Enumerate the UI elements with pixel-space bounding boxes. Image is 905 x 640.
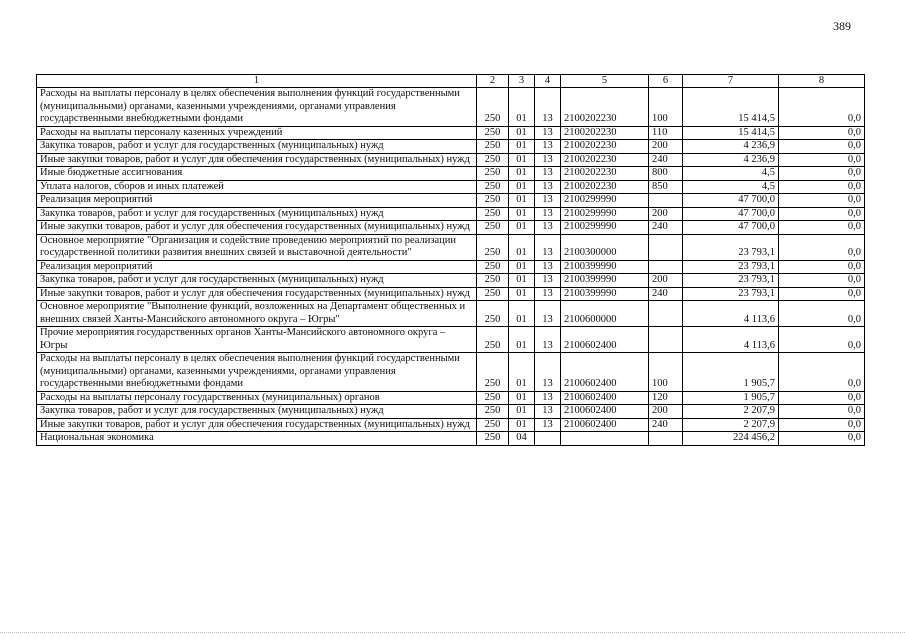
- row-amount-cell: 2 207,9: [683, 418, 779, 432]
- row-admin-code-cell: 250: [477, 353, 509, 392]
- column-header: 1: [37, 75, 477, 88]
- row-admin-code-cell: 250: [477, 405, 509, 419]
- row-amount-cell: 4,5: [683, 180, 779, 194]
- row-name-cell: Закупка товаров, работ и услуг для государственных (муниципальных) нужд: [37, 274, 477, 288]
- table-row: [37, 287, 865, 301]
- row-extra-amount-cell: 0,0: [779, 194, 865, 208]
- row-section-cell: 01: [509, 418, 535, 432]
- row-admin-code-cell: 250: [477, 391, 509, 405]
- row-target-article-cell: 2100299990: [561, 221, 649, 235]
- table-row: [37, 418, 865, 432]
- row-amount-cell: 4 236,9: [683, 153, 779, 167]
- row-expense-type-cell: 240: [649, 153, 683, 167]
- row-extra-amount-cell: 0,0: [779, 391, 865, 405]
- row-name-cell: Прочие мероприятия государственных органов Ханты-Мансийского автономного округа – Югры: [37, 327, 477, 353]
- row-amount-cell: 15 414,5: [683, 126, 779, 140]
- row-extra-amount-cell: 0,0: [779, 140, 865, 154]
- row-subsection-cell: 13: [535, 126, 561, 140]
- row-amount-cell: 4 236,9: [683, 140, 779, 154]
- row-target-article-cell: 2100399990: [561, 260, 649, 274]
- row-expense-type-cell: 200: [649, 207, 683, 221]
- row-target-article-cell: 2100202230: [561, 180, 649, 194]
- row-extra-amount-cell: 0,0: [779, 207, 865, 221]
- table-row: [37, 88, 865, 127]
- row-subsection-cell: 13: [535, 287, 561, 301]
- row-subsection-cell: 13: [535, 221, 561, 235]
- table-row: [37, 432, 865, 446]
- row-section-cell: 01: [509, 287, 535, 301]
- row-target-article-cell: 2100399990: [561, 274, 649, 288]
- row-subsection-cell: 13: [535, 234, 561, 260]
- row-extra-amount-cell: 0,0: [779, 274, 865, 288]
- row-expense-type-cell: 240: [649, 221, 683, 235]
- row-subsection-cell: 13: [535, 327, 561, 353]
- row-target-article-cell: 2100399990: [561, 287, 649, 301]
- row-subsection-cell: [535, 432, 561, 446]
- row-extra-amount-cell: 0,0: [779, 180, 865, 194]
- row-admin-code-cell: 250: [477, 221, 509, 235]
- row-section-cell: 01: [509, 167, 535, 181]
- row-section-cell: 01: [509, 301, 535, 327]
- table-row: [37, 167, 865, 181]
- table-row: [37, 140, 865, 154]
- row-target-article-cell: 2100600000: [561, 301, 649, 327]
- table-row: [37, 234, 865, 260]
- table-row: [37, 126, 865, 140]
- table-row: [37, 194, 865, 208]
- row-admin-code-cell: 250: [477, 327, 509, 353]
- table-row: [37, 327, 865, 353]
- row-section-cell: 01: [509, 260, 535, 274]
- row-name-cell: Расходы на выплаты персоналу государственных (муниципальных) органов: [37, 391, 477, 405]
- row-expense-type-cell: [649, 194, 683, 208]
- row-section-cell: 01: [509, 353, 535, 392]
- row-expense-type-cell: [649, 432, 683, 446]
- row-extra-amount-cell: 0,0: [779, 234, 865, 260]
- row-section-cell: 01: [509, 391, 535, 405]
- column-header: 5: [561, 75, 649, 88]
- table-row: [37, 153, 865, 167]
- row-amount-cell: 1 905,7: [683, 391, 779, 405]
- row-subsection-cell: 13: [535, 88, 561, 127]
- row-expense-type-cell: [649, 260, 683, 274]
- row-target-article-cell: 2100202230: [561, 167, 649, 181]
- row-section-cell: 01: [509, 88, 535, 127]
- table-row: [37, 274, 865, 288]
- row-amount-cell: 47 700,0: [683, 194, 779, 208]
- column-header: 7: [683, 75, 779, 88]
- budget-table: [36, 74, 865, 446]
- row-admin-code-cell: 250: [477, 287, 509, 301]
- row-amount-cell: 4,5: [683, 167, 779, 181]
- row-expense-type-cell: 800: [649, 167, 683, 181]
- row-subsection-cell: 13: [535, 167, 561, 181]
- row-name-cell: Уплата налогов, сборов и иных платежей: [37, 180, 477, 194]
- row-amount-cell: 4 113,6: [683, 301, 779, 327]
- row-name-cell: Иные закупки товаров, работ и услуг для обеспечения государственных (муниципальных) нужд: [37, 221, 477, 235]
- row-section-cell: 01: [509, 207, 535, 221]
- row-subsection-cell: 13: [535, 353, 561, 392]
- row-section-cell: 01: [509, 234, 535, 260]
- row-target-article-cell: 2100202230: [561, 88, 649, 127]
- row-amount-cell: 2 207,9: [683, 405, 779, 419]
- row-subsection-cell: 13: [535, 207, 561, 221]
- row-section-cell: 01: [509, 180, 535, 194]
- row-target-article-cell: 2100300000: [561, 234, 649, 260]
- row-expense-type-cell: 120: [649, 391, 683, 405]
- row-admin-code-cell: 250: [477, 260, 509, 274]
- row-extra-amount-cell: 0,0: [779, 418, 865, 432]
- scan-edge-line: [0, 632, 905, 634]
- row-section-cell: 01: [509, 126, 535, 140]
- row-target-article-cell: 2100602400: [561, 405, 649, 419]
- row-target-article-cell: 2100299990: [561, 207, 649, 221]
- row-target-article-cell: 2100299990: [561, 194, 649, 208]
- row-amount-cell: 23 793,1: [683, 274, 779, 288]
- row-name-cell: Иные закупки товаров, работ и услуг для обеспечения государственных (муниципальных) нужд: [37, 287, 477, 301]
- table-row: [37, 260, 865, 274]
- row-admin-code-cell: 250: [477, 88, 509, 127]
- row-name-cell: Закупка товаров, работ и услуг для государственных (муниципальных) нужд: [37, 140, 477, 154]
- row-section-cell: 01: [509, 274, 535, 288]
- row-admin-code-cell: 250: [477, 167, 509, 181]
- row-name-cell: Национальная экономика: [37, 432, 477, 446]
- row-amount-cell: 224 456,2: [683, 432, 779, 446]
- row-section-cell: 01: [509, 405, 535, 419]
- row-extra-amount-cell: 0,0: [779, 327, 865, 353]
- row-admin-code-cell: 250: [477, 207, 509, 221]
- row-subsection-cell: 13: [535, 153, 561, 167]
- row-admin-code-cell: 250: [477, 432, 509, 446]
- row-expense-type-cell: [649, 301, 683, 327]
- row-section-cell: 01: [509, 153, 535, 167]
- row-target-article-cell: 2100602400: [561, 327, 649, 353]
- row-expense-type-cell: 200: [649, 140, 683, 154]
- table-row: [37, 391, 865, 405]
- row-extra-amount-cell: 0,0: [779, 287, 865, 301]
- row-extra-amount-cell: 0,0: [779, 301, 865, 327]
- row-expense-type-cell: 850: [649, 180, 683, 194]
- table-row: [37, 405, 865, 419]
- table-row: [37, 207, 865, 221]
- row-expense-type-cell: 100: [649, 353, 683, 392]
- row-amount-cell: 23 793,1: [683, 234, 779, 260]
- row-admin-code-cell: 250: [477, 153, 509, 167]
- table-row: [37, 221, 865, 235]
- header-row: [37, 75, 865, 88]
- row-target-article-cell: 2100602400: [561, 418, 649, 432]
- row-subsection-cell: 13: [535, 194, 561, 208]
- column-header: 6: [649, 75, 683, 88]
- row-expense-type-cell: 240: [649, 418, 683, 432]
- row-name-cell: Расходы на выплаты персоналу в целях обеспечения выполнения функций государственными (муниципальными) органами, казенными учреждениями, органами управления государственными внебюджетными фондами: [37, 88, 477, 127]
- row-extra-amount-cell: 0,0: [779, 126, 865, 140]
- row-amount-cell: 23 793,1: [683, 260, 779, 274]
- row-subsection-cell: 13: [535, 140, 561, 154]
- row-expense-type-cell: 200: [649, 274, 683, 288]
- row-expense-type-cell: 110: [649, 126, 683, 140]
- row-subsection-cell: 13: [535, 180, 561, 194]
- row-name-cell: Основное мероприятие "Организация и содействие проведению мероприятий по реализации государственной политики развития внешних связей и выставочной деятельности": [37, 234, 477, 260]
- column-header: 3: [509, 75, 535, 88]
- row-subsection-cell: 13: [535, 405, 561, 419]
- row-name-cell: Расходы на выплаты персоналу казенных учреждений: [37, 126, 477, 140]
- row-amount-cell: 15 414,5: [683, 88, 779, 127]
- row-target-article-cell: 2100602400: [561, 391, 649, 405]
- row-admin-code-cell: 250: [477, 301, 509, 327]
- row-target-article-cell: [561, 432, 649, 446]
- row-subsection-cell: 13: [535, 274, 561, 288]
- row-name-cell: Основное мероприятие "Выполнение функций, возложенных на Департамент общественных и внешних связей Ханты-Мансийского автономного округа – Югры": [37, 301, 477, 327]
- row-admin-code-cell: 250: [477, 126, 509, 140]
- row-amount-cell: 47 700,0: [683, 207, 779, 221]
- row-admin-code-cell: 250: [477, 194, 509, 208]
- row-section-cell: 01: [509, 140, 535, 154]
- table-row: [37, 353, 865, 392]
- row-expense-type-cell: 200: [649, 405, 683, 419]
- row-extra-amount-cell: 0,0: [779, 167, 865, 181]
- column-header: 4: [535, 75, 561, 88]
- row-target-article-cell: 2100202230: [561, 153, 649, 167]
- row-extra-amount-cell: 0,0: [779, 221, 865, 235]
- row-extra-amount-cell: 0,0: [779, 353, 865, 392]
- row-admin-code-cell: 250: [477, 274, 509, 288]
- row-admin-code-cell: 250: [477, 140, 509, 154]
- row-subsection-cell: 13: [535, 260, 561, 274]
- row-admin-code-cell: 250: [477, 234, 509, 260]
- row-subsection-cell: 13: [535, 391, 561, 405]
- row-extra-amount-cell: 0,0: [779, 432, 865, 446]
- page-number: 389: [833, 19, 851, 33]
- row-name-cell: Реализация мероприятий: [37, 260, 477, 274]
- row-target-article-cell: 2100602400: [561, 353, 649, 392]
- column-header: 8: [779, 75, 865, 88]
- row-section-cell: 01: [509, 327, 535, 353]
- row-amount-cell: 1 905,7: [683, 353, 779, 392]
- row-subsection-cell: 13: [535, 301, 561, 327]
- row-amount-cell: 47 700,0: [683, 221, 779, 235]
- row-expense-type-cell: 240: [649, 287, 683, 301]
- row-expense-type-cell: [649, 234, 683, 260]
- row-name-cell: Закупка товаров, работ и услуг для государственных (муниципальных) нужд: [37, 405, 477, 419]
- row-subsection-cell: 13: [535, 418, 561, 432]
- row-extra-amount-cell: 0,0: [779, 88, 865, 127]
- row-admin-code-cell: 250: [477, 180, 509, 194]
- row-name-cell: Иные закупки товаров, работ и услуг для обеспечения государственных (муниципальных) нужд: [37, 153, 477, 167]
- row-amount-cell: 23 793,1: [683, 287, 779, 301]
- row-extra-amount-cell: 0,0: [779, 405, 865, 419]
- row-section-cell: 01: [509, 194, 535, 208]
- row-target-article-cell: 2100202230: [561, 140, 649, 154]
- row-section-cell: 04: [509, 432, 535, 446]
- row-name-cell: Закупка товаров, работ и услуг для государственных (муниципальных) нужд: [37, 207, 477, 221]
- row-amount-cell: 4 113,6: [683, 327, 779, 353]
- row-name-cell: Расходы на выплаты персоналу в целях обеспечения выполнения функций государственными (муниципальными) органами, казенными учреждениями, органами управления государственными внебюджетными фондами: [37, 353, 477, 392]
- row-name-cell: Иные бюджетные ассигнования: [37, 167, 477, 181]
- row-extra-amount-cell: 0,0: [779, 153, 865, 167]
- row-name-cell: Иные закупки товаров, работ и услуг для обеспечения государственных (муниципальных) нужд: [37, 418, 477, 432]
- table-row: [37, 301, 865, 327]
- row-section-cell: 01: [509, 221, 535, 235]
- row-admin-code-cell: 250: [477, 418, 509, 432]
- row-extra-amount-cell: 0,0: [779, 260, 865, 274]
- column-header: 2: [477, 75, 509, 88]
- table-row: [37, 180, 865, 194]
- row-expense-type-cell: 100: [649, 88, 683, 127]
- row-target-article-cell: 2100202230: [561, 126, 649, 140]
- row-expense-type-cell: [649, 327, 683, 353]
- row-name-cell: Реализация мероприятий: [37, 194, 477, 208]
